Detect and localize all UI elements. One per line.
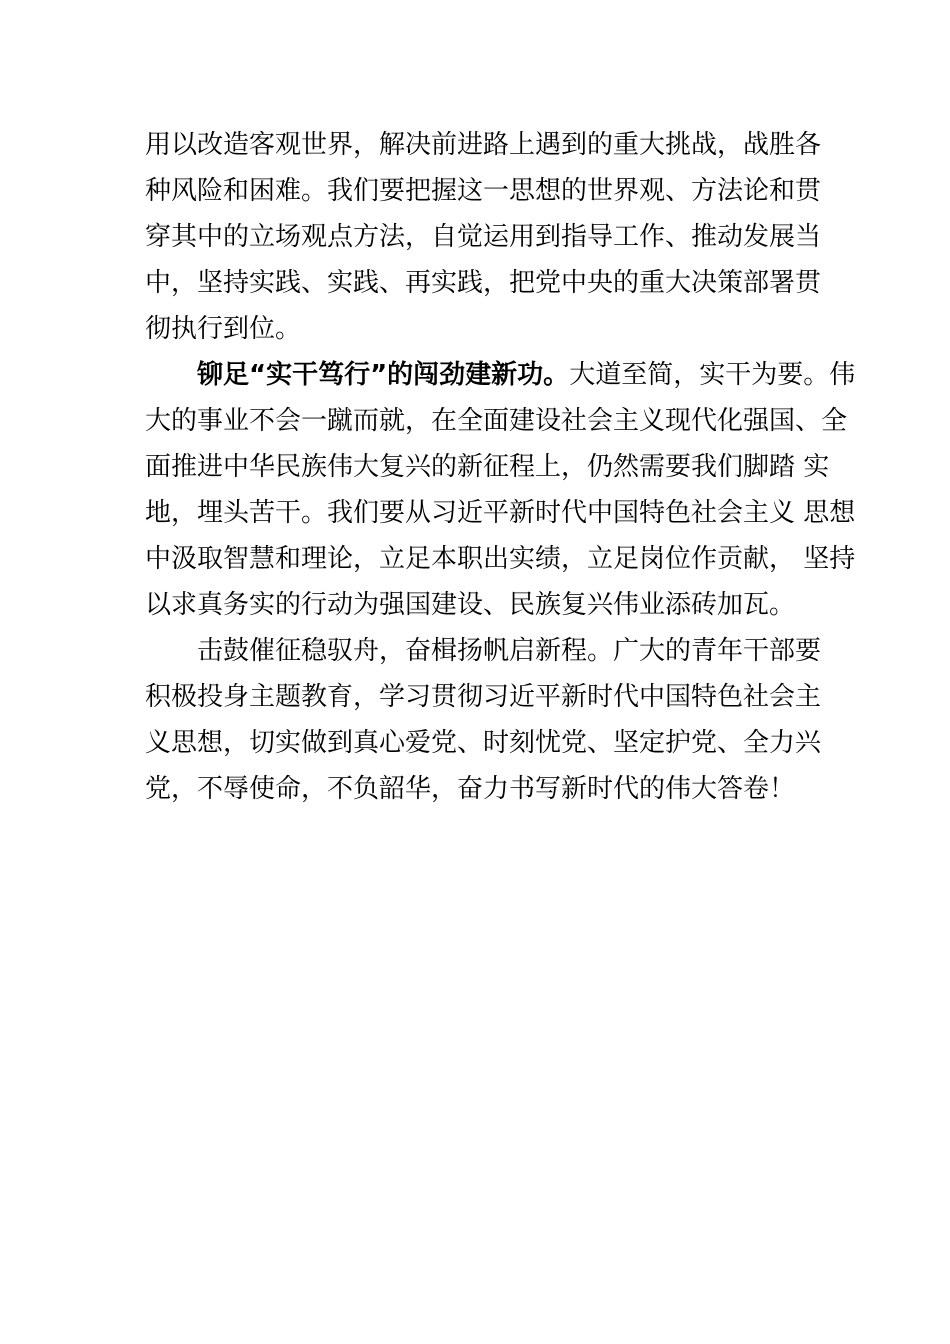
paragraph-3 bbox=[145, 628, 835, 812]
paragraph-line: 击鼓催征稳驭舟，奋楫扬帆启新程。广大的青年干部要 bbox=[197, 636, 822, 666]
paragraph-line: 党，不辱使命，不负韶华，奋力书写新时代的伟大答卷！ bbox=[145, 774, 796, 804]
paragraph-line: 中汲取智慧和理论，立足本职出实绩，立足岗位作贡献， 坚持 bbox=[145, 544, 856, 574]
paragraph-line: 中，坚持实践、实践、再实践，把党中央的重大决策部署贯 bbox=[145, 268, 822, 298]
paragraph-line: 穿其中的立场观点方法，自觉运用到指导工作、推动发展当 bbox=[145, 222, 822, 252]
paragraph-line: 以求真务实的行动为强国建设、民族复兴伟业添砖加瓦。 bbox=[145, 590, 796, 620]
paragraph-line: 地，埋头苦干。我们要从习近平新时代中国特色社会主义 思想 bbox=[145, 498, 856, 528]
paragraph-line: 义思想，切实做到真心爱党、时刻忧党、坚定护党、全力兴 bbox=[145, 728, 822, 758]
paragraph-line: 用以改造客观世界，解决前进路上遇到的重大挑战，战胜各 bbox=[145, 130, 822, 160]
paragraph-heading: 铆足“实干笃行”的闯劲建新功。 bbox=[197, 360, 570, 390]
paragraph-line: 大的事业不会一蹴而就，在全面建设社会主义现代化强国、全 bbox=[145, 406, 848, 436]
paragraph-line: 彻执行到位。 bbox=[145, 314, 302, 344]
paragraph-line: 种风险和困难。我们要把握这一思想的世界观、方法论和贯 bbox=[145, 176, 822, 206]
paragraph-heading-rest: 大道至简，实干为要。伟 bbox=[569, 360, 856, 390]
document-body bbox=[145, 122, 856, 812]
paragraph-1 bbox=[145, 122, 835, 352]
paragraph-2 bbox=[145, 352, 856, 628]
paragraph-line: 面推进中华民族伟大复兴的新征程上，仍然需要我们脚踏 实 bbox=[145, 452, 830, 482]
paragraph-line: 积极投身主题教育，学习贯彻习近平新时代中国特色社会主 bbox=[145, 682, 822, 712]
paragraph-first-line bbox=[145, 352, 856, 398]
